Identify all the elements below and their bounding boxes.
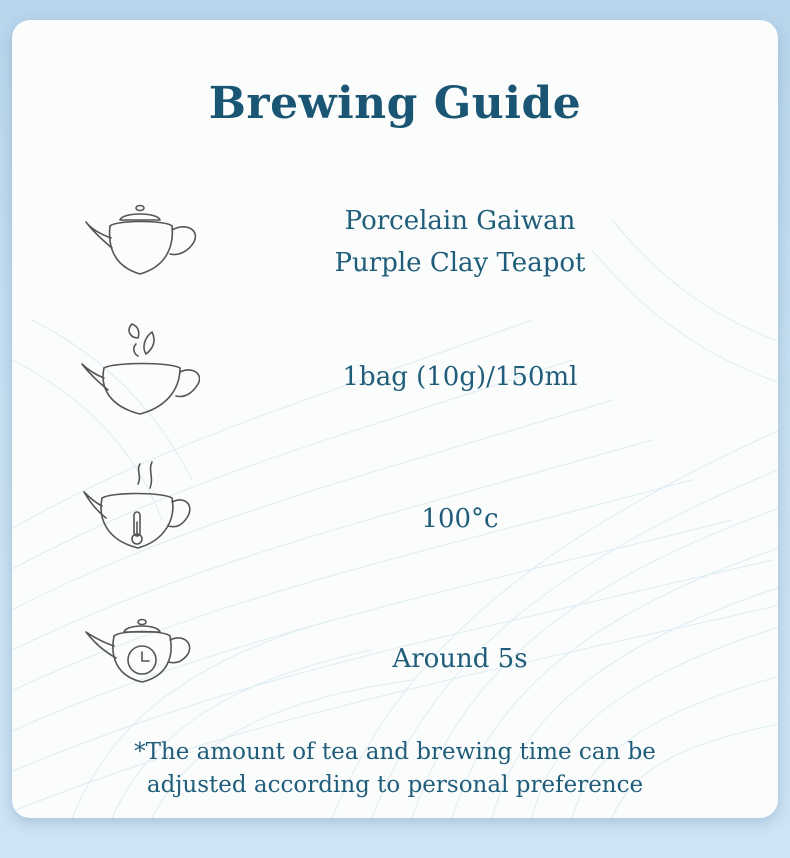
footnote-line-1: *The amount of tea and brewing time can be	[134, 739, 656, 765]
footnote	[12, 736, 778, 802]
teapot-icon	[82, 204, 202, 284]
vessel-text	[280, 200, 640, 284]
page-title: Brewing Guide	[208, 78, 582, 129]
dosage-text: 1bag (10g)/150ml	[342, 362, 578, 392]
footnote-line-2: adjusted according to personal preference	[146, 772, 644, 798]
teapot-clock-icon	[84, 616, 196, 688]
teapot-leaves-icon	[80, 320, 200, 420]
vessel-line-1: Porcelain Gaiwan	[344, 206, 576, 236]
steep-time-text: Around 5s	[392, 644, 528, 674]
teapot-thermometer-icon	[82, 460, 194, 556]
vessel-line-2: Purple Clay Teapot	[334, 248, 586, 278]
brewing-guide-card	[12, 20, 778, 818]
temperature-text: 100°c	[421, 504, 499, 534]
